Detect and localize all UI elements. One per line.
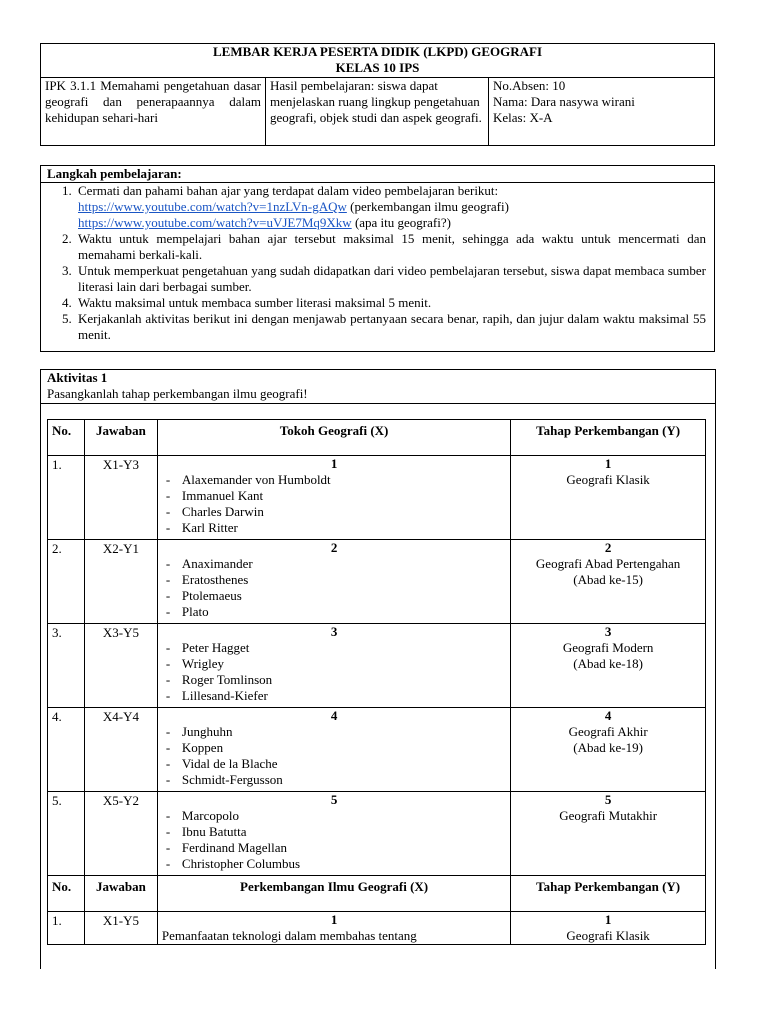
document-title bbox=[41, 44, 715, 78]
tahap-name: Geografi Abad Pertengahan bbox=[535, 556, 681, 571]
row-no: 1. bbox=[48, 912, 85, 945]
tahap-name: Geografi Klasik bbox=[566, 928, 650, 943]
row-tahap bbox=[511, 912, 706, 945]
tokoh-number: 5 bbox=[330, 792, 338, 807]
table-row bbox=[48, 708, 706, 792]
langkah-section bbox=[40, 165, 715, 352]
table-row bbox=[48, 792, 706, 876]
title-line-2: KELAS 10 IPS bbox=[335, 60, 420, 75]
row-jawaban: X5-Y2 bbox=[84, 792, 157, 876]
ipk-text: IPK 3.1.1 Memahami pengetahuan dasar geografi dan penerapaannya dalam kehidupan sehari-hari bbox=[45, 78, 261, 125]
tahap-period: (Abad ke-15) bbox=[573, 572, 643, 587]
row-no: 4. bbox=[48, 708, 85, 792]
tahap-number: 1 bbox=[604, 912, 612, 927]
row-tahap bbox=[511, 792, 706, 876]
row-tokoh bbox=[157, 540, 510, 624]
header2-perkembangan: Perkembangan Ilmu Geografi (X) bbox=[157, 876, 510, 912]
header2-tahap: Tahap Perkembangan (Y) bbox=[511, 876, 706, 912]
tokoh-name: - Junghuhn bbox=[162, 724, 506, 740]
video-link-1-note: (perkembangan ilmu geografi) bbox=[346, 199, 509, 214]
table-header-row-2 bbox=[48, 876, 706, 912]
row-tokoh bbox=[157, 456, 510, 540]
tokoh-name: - Vidal de la Blache bbox=[162, 756, 506, 772]
tokoh-name: - Eratosthenes bbox=[162, 572, 506, 588]
student-info-cell bbox=[489, 78, 715, 146]
row-tahap bbox=[511, 456, 706, 540]
row-no: 1. bbox=[48, 456, 85, 540]
tahap-number: 5 bbox=[604, 792, 612, 807]
row-jawaban: X1-Y5 bbox=[84, 912, 157, 945]
hasil-cell bbox=[266, 78, 489, 146]
tahap-number: 3 bbox=[604, 624, 612, 639]
tokoh-number: 1 bbox=[330, 456, 338, 471]
tokoh-name: - Roger Tomlinson bbox=[162, 672, 506, 688]
row-tokoh bbox=[157, 708, 510, 792]
tokoh-list bbox=[162, 808, 506, 872]
tahap-number: 4 bbox=[604, 708, 612, 723]
tokoh-name: - Wrigley bbox=[162, 656, 506, 672]
tokoh-number: 4 bbox=[330, 708, 338, 723]
tokoh-name: - Peter Hagget bbox=[162, 640, 506, 656]
tokoh-number: 3 bbox=[330, 624, 338, 639]
row-jawaban: X1-Y3 bbox=[84, 456, 157, 540]
row-tahap bbox=[511, 540, 706, 624]
row-no: 2. bbox=[48, 540, 85, 624]
aktivitas-table bbox=[47, 419, 706, 945]
tahap-period: (Abad ke-19) bbox=[573, 740, 643, 755]
aktivitas-title: Aktivitas 1 bbox=[47, 370, 108, 385]
tokoh-list bbox=[162, 640, 506, 704]
tahap-name: Geografi Mutakhir bbox=[559, 808, 658, 823]
tokoh-name: - Marcopolo bbox=[162, 808, 506, 824]
tokoh-name: - Immanuel Kant bbox=[162, 488, 506, 504]
tokoh-name: - Anaximander bbox=[162, 556, 506, 572]
tokoh-name: - Plato bbox=[162, 604, 506, 620]
langkah-step-3: 3. Untuk memperkuat pengetahuan yang sudah didapatkan dari video pembelajaran tersebut, siswa dapat membaca sumber literasi lain dari berbagai sumber. bbox=[75, 263, 706, 295]
header-no: No. bbox=[48, 420, 85, 456]
perkembangan-text: Pemanfaatan teknologi dalam membahas tentang bbox=[161, 928, 417, 943]
title-line-1: LEMBAR KERJA PESERTA DIDIK (LKPD) GEOGRAFI bbox=[212, 44, 543, 59]
row-jawaban: X3-Y5 bbox=[84, 624, 157, 708]
tokoh-name: - Ibnu Batutta bbox=[162, 824, 506, 840]
row-tokoh bbox=[157, 624, 510, 708]
tahap-number: 2 bbox=[604, 540, 612, 555]
header-tokoh: Tokoh Geografi (X) bbox=[157, 420, 510, 456]
row-tahap bbox=[511, 708, 706, 792]
video-link-2[interactable]: https://www.youtube.com/watch?v=uVJE7Mq9Xkw bbox=[78, 215, 352, 230]
tokoh-name: - Ferdinand Magellan bbox=[162, 840, 506, 856]
hasil-text: Hasil pembelajaran: siswa dapat menjelaskan ruang lingkup pengetahuan geografi, objek studi dan aspek geografi. bbox=[270, 78, 482, 125]
tokoh-name: - Lillesand-Kiefer bbox=[162, 688, 506, 704]
tokoh-name: - Alaxemander von Humboldt bbox=[162, 472, 506, 488]
row-tokoh bbox=[157, 792, 510, 876]
tokoh-name: - Ptolemaeus bbox=[162, 588, 506, 604]
tokoh-name: - Koppen bbox=[162, 740, 506, 756]
ipk-cell bbox=[41, 78, 266, 146]
tokoh-list bbox=[162, 724, 506, 788]
table-header-row bbox=[48, 420, 706, 456]
table-row bbox=[48, 456, 706, 540]
header-table bbox=[40, 43, 715, 146]
tahap-name: Geografi Klasik bbox=[566, 472, 650, 487]
perkembangan-number: 1 bbox=[330, 912, 338, 927]
tahap-name: Geografi Modern bbox=[562, 640, 654, 655]
row-jawaban: X2-Y1 bbox=[84, 540, 157, 624]
tokoh-list bbox=[162, 472, 506, 536]
langkah-list bbox=[41, 183, 714, 343]
row-tahap bbox=[511, 624, 706, 708]
langkah-step-4: 4. Waktu maksimal untuk membaca sumber literasi maksimal 5 menit. bbox=[75, 295, 706, 311]
tokoh-name: - Karl Ritter bbox=[162, 520, 506, 536]
header-tahap: Tahap Perkembangan (Y) bbox=[511, 420, 706, 456]
table-row bbox=[48, 624, 706, 708]
langkah-step-1 bbox=[75, 183, 706, 231]
tokoh-name: - Charles Darwin bbox=[162, 504, 506, 520]
tokoh-number: 2 bbox=[330, 540, 338, 555]
tahap-period: (Abad ke-18) bbox=[573, 656, 643, 671]
header2-no: No. bbox=[48, 876, 85, 912]
row-no: 3. bbox=[48, 624, 85, 708]
tokoh-name: - Christopher Columbus bbox=[162, 856, 506, 872]
student-class: Kelas: X-A bbox=[493, 110, 553, 125]
no-absen: No.Absen: 10 bbox=[493, 78, 566, 93]
tahap-name: Geografi Akhir bbox=[568, 724, 648, 739]
video-link-1[interactable]: https://www.youtube.com/watch?v=1nzLVn-gAQw bbox=[78, 199, 347, 214]
header-jawaban: Jawaban bbox=[84, 420, 157, 456]
student-name: Nama: Dara nasywa wirani bbox=[493, 94, 635, 109]
row-jawaban: X4-Y4 bbox=[84, 708, 157, 792]
langkah-step-2: 2. Waktu untuk mempelajari bahan ajar tersebut maksimal 15 menit, sehingga ada waktu untuk mencermati dan memahami berkali-kali. bbox=[75, 231, 706, 263]
header2-jawaban: Jawaban bbox=[84, 876, 157, 912]
row-no: 5. bbox=[48, 792, 85, 876]
aktivitas-instruction: Pasangkanlah tahap perkembangan ilmu geografi! bbox=[41, 386, 715, 404]
table-row bbox=[48, 912, 706, 945]
video-link-2-note: (apa itu geografi?) bbox=[351, 215, 451, 230]
row-perkembangan bbox=[157, 912, 510, 945]
table-row bbox=[48, 540, 706, 624]
tokoh-list bbox=[162, 556, 506, 620]
langkah-title: Langkah pembelajaran: bbox=[41, 166, 714, 183]
tokoh-name: - Schmidt-Fergusson bbox=[162, 772, 506, 788]
langkah-step-5: 5. Kerjakanlah aktivitas berikut ini dengan menjawab pertanyaan secara benar, rapih, dan jujur dalam waktu maksimal 55 menit. bbox=[75, 311, 706, 343]
step-1-text: Cermati dan pahami bahan ajar yang terdapat dalam video pembelajaran berikut: bbox=[78, 183, 499, 198]
tahap-number: 1 bbox=[604, 456, 612, 471]
